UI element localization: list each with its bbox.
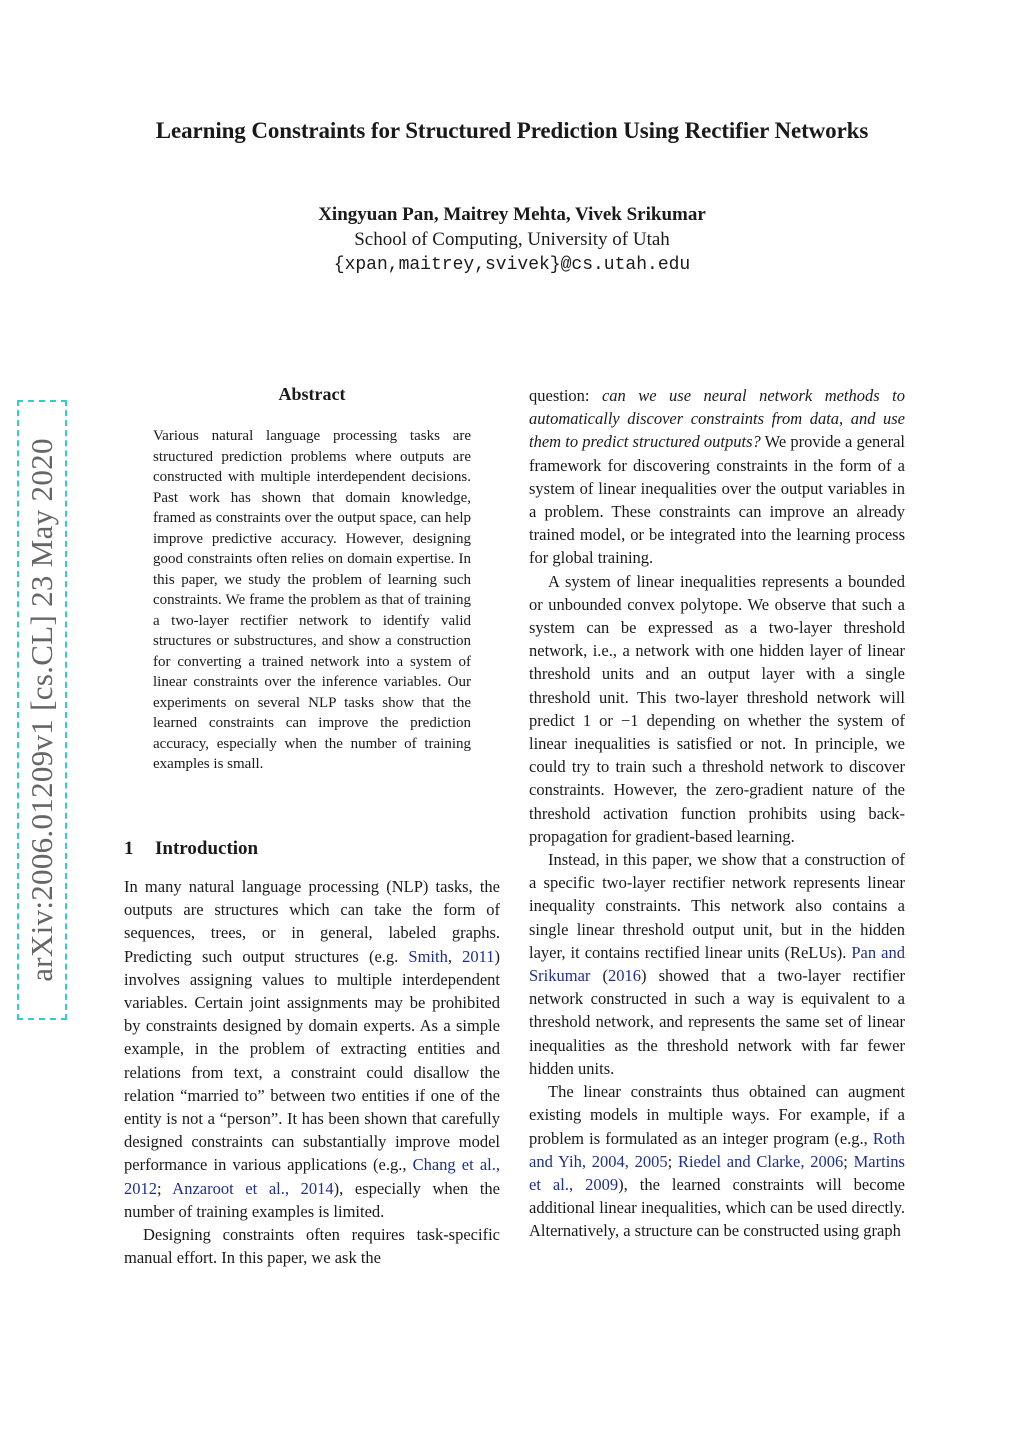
abstract-text: Various natural language processing tasks are structured prediction problems where outputs are constructed with multiple interdependent decisions. Past work has shown that domain knowledge, framed as constraints over the output space, can help improve predictive accuracy. However, designing good constraints often relies on domain expertise. In this paper, we study the problem of learning such constraints. We frame the problem as that of training a two-layer rectifier network to identify valid structures or substructures, and show a construction for converting a trained network into a system of linear constraints over the inference variables. Our experiments on several NLP tasks show that the learned constraints can improve the prediction accuracy, especially when the number of training examples is small. <box>153 428 471 772</box>
section-number: 1 <box>124 838 134 859</box>
intro-paragraph-5: Instead, in this paper, we show that a construction of a specific two-layer rectifier network represents linear inequality constraints. This network also contains a single linear threshold output unit, but in the hidden layer, it contains rectified linear units (ReLUs). Pan and Srikumar (2016) showed that a two-layer rectifier network constructed in such a way is equivalent to a threshold network, and represents the same set of linear inequalities as the threshold network with far fewer hidden units. <box>529 850 905 1078</box>
citation-link[interactable]: Smith <box>408 946 448 966</box>
arxiv-stamp-text: arXiv:2006.01209v1 [cs.CL] 23 May 2020 <box>24 438 59 982</box>
citation-link[interactable]: 2011 <box>462 946 495 966</box>
paper-title: Learning Constraints for Structured Prediction Using Rectifier Networks <box>155 118 869 143</box>
right-column <box>529 384 905 1243</box>
citation-link[interactable]: Pan and Srikumar <box>529 942 905 986</box>
affiliation: School of Computing, University of Utah <box>354 229 670 250</box>
research-question: can we use neural network methods to automatically discover constraints from data, and use them to predict structured outputs? <box>529 386 905 452</box>
citation-link[interactable]: Riedel and Clarke, 2006 <box>677 1151 844 1171</box>
intro-paragraph-1: In many natural language processing (NLP) tasks, the outputs are structures which can take the form of sequences, trees, or in general, labeled graphs. Predicting such output structures (e.g. Smith, 2011) involves assigning values to multiple interdependent variables. Certain joint assignments may be prohibited by constraints designed by domain experts. As a simple example, in the problem of extracting entities and relations from text, a constraint could disallow the relation “married to” between two entities if one of the entity is not a “person”. It has been shown that carefully designed constraints can substantially improve model performance in various applications (e.g., Chang et al., 2012; Anzaroot et al., 2014), especially when the number of training examples is limited. <box>124 877 500 1221</box>
section-heading <box>124 838 258 860</box>
citation-link[interactable]: Anzaroot et al., 2014 <box>172 1178 334 1198</box>
abstract-heading: Abstract <box>278 384 346 404</box>
citation-link[interactable]: Martins et al., 2009 <box>529 1151 905 1194</box>
citation-link[interactable]: 2016 <box>608 966 642 986</box>
intro-paragraph-4: A system of linear inequalities represents a bounded or unbounded convex polytope. We observe that such a system can be expressed as a two-layer threshold network, i.e., a network with one hidden layer of linear threshold units and an output layer with a single threshold unit. This two-layer threshold network will predict 1 or −1 depending on whether the system of linear inequalities is satisfied or not. In principle, we could try to train such a threshold network to discover constraints. However, the zero-gradient nature of the threshold activation function prohibits using back-propagation for gradient-based learning. <box>529 571 905 846</box>
citation-link[interactable]: Roth and Yih, 2004, 2005 <box>529 1128 905 1171</box>
intro-paragraph-3: question: can we use neural network methods to automatically discover constraints from data, and use them to predict structured outputs? We provide a general framework for discovering constraints in the form of a system of linear inequalities over the output variables in a problem. These constraints can improve an already trained model, or be integrated into the learning process for global training. <box>529 386 905 568</box>
arxiv-stamp <box>17 400 67 1020</box>
citation-link[interactable]: Chang et al., 2012 <box>124 1155 500 1198</box>
section-title: Introduction <box>155 838 259 859</box>
left-column <box>124 875 500 1269</box>
intro-paragraph-2: Designing constraints often requires task-specific manual effort. In this paper, we ask the <box>124 1225 500 1268</box>
intro-paragraph-6: The linear constraints thus obtained can augment existing models in multiple ways. For example, if a problem is formulated as an integer program (e.g., Roth and Yih, 2004, 2005; Riedel and Clarke, 2006; Martins et al., 2009), the learned constraints will become additional linear inequalities, which can be used directly. Alternatively, a structure can be constructed using graph <box>529 1082 905 1241</box>
author-email: {xpan,maitrey,svivek}@cs.utah.edu <box>333 255 691 275</box>
author-list: Xingyuan Pan, Maitrey Mehta, Vivek Srikumar <box>318 204 706 225</box>
